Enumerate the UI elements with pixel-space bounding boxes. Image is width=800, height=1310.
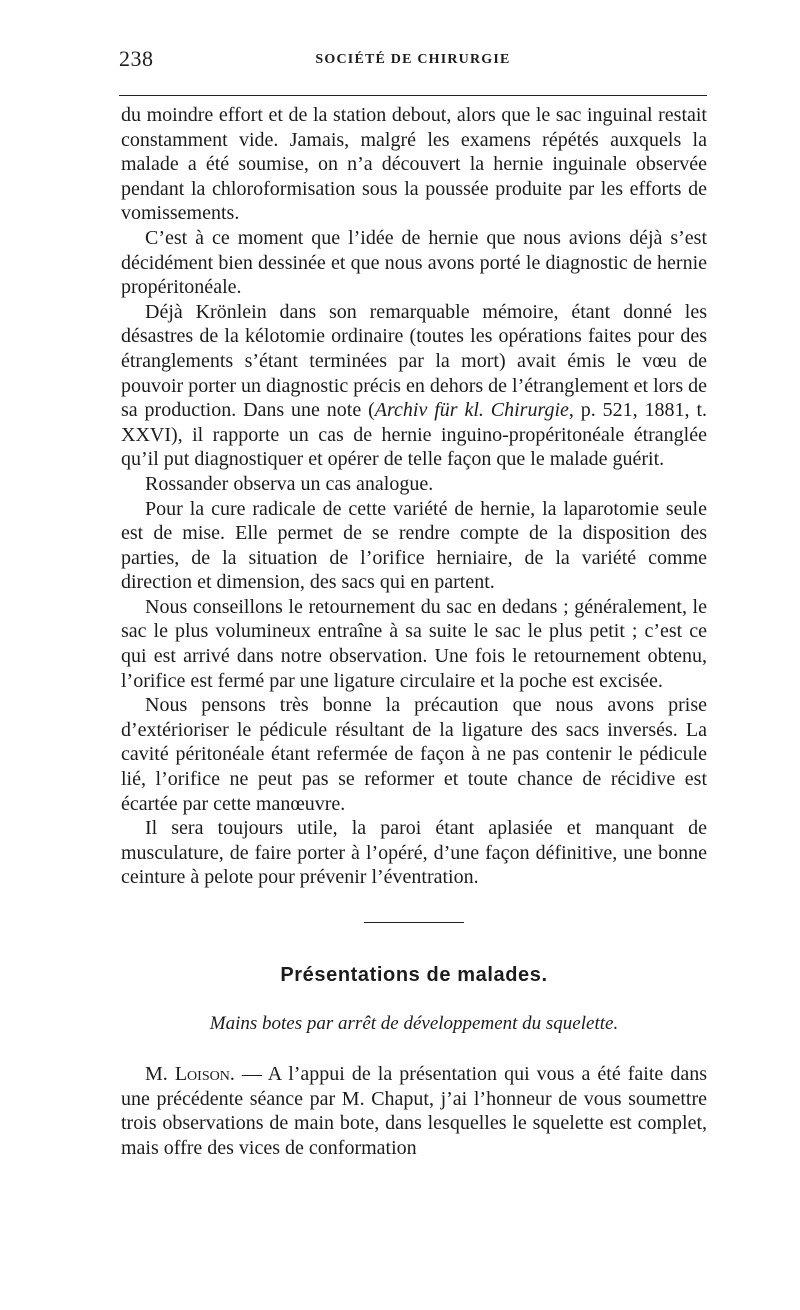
header-rule — [119, 95, 707, 96]
body-text — [121, 103, 707, 1161]
paragraph — [121, 300, 707, 472]
paragraph: Pour la cure radicale de cette variété de hernie, la laparotomie seule est de mise. Elle permet de se rendre compte de la disposition des parties, de la situation de l’orifice herniaire, de la variété comme direction et dimension, des sacs qui en partent. — [121, 497, 707, 594]
paragraph: Rossander observa un cas analogue. — [145, 472, 434, 495]
paragraph-text: , p. 521, 1881, t. XXVI), il rapporte un cas de hernie inguino-propéritonéale étranglée qu’il put diagnostiquer et opérer de telle façon que le malade guérit. — [121, 399, 707, 471]
speaker-name: M. Loison. — [145, 1063, 235, 1086]
paragraph-continuation: du moindre effort et de la station debout, alors que le sac inguinal restait constamment vide. Jamais, malgré les examens répétés auxquels la malade a été soumise, on n’a découvert la hernie inguinale observée pendant la chloroformisation sous la poussée produite par les efforts de vomissements. — [121, 104, 707, 225]
paragraph: Il sera toujours utile, la paroi étant aplasiée et manquant de musculature, de faire porter à l’opéré, d’une façon définitive, une bonne ceinture à pelote pour prévenir l’éventration. — [121, 817, 707, 889]
paragraph: C’est à ce moment que l’idée de hernie que nous avions déjà s’est décidément bien dessinée et que nous avons porté le diagnostic de hernie propéritonéale. — [121, 226, 707, 299]
journal-citation: Archiv für kl. Chirurgie — [374, 399, 569, 422]
paragraph — [121, 1062, 707, 1160]
running-title: SOCIÉTÉ DE CHIRURGIE — [315, 52, 511, 67]
paragraph-text: — A l’appui de la présentation qui vous a été faite dans une précédente séance par M. Chaput, j’ai l’honneur de vous soumettre trois observations de main bote, dans lesquelles le squelette est complet, mais offre des vices de conformation — [121, 1063, 708, 1159]
subsection-title: Mains botes par arrêt de développement du squelette. — [209, 1012, 619, 1034]
page-header — [119, 46, 707, 76]
section-title: Présentations de malades. — [280, 964, 548, 986]
paragraph-text: Déjà Krönlein dans son remarquable mémoire, étant donné les désastres de la kélotomie ordinaire (toutes les opérations faites pour des étranglements s’étant terminées par la mort) avait émis le vœu de pouvoir porter un diagnostic précis en dehors de l’étranglement et lors de sa production. Dans une note ( — [121, 300, 707, 422]
paragraph: Nous conseillons le retournement du sac en dedans ; généralement, le sac le plus volumineux entraîne à sa suite le sac le plus petit ; c’est ce qui est arrivé dans notre observation. Une fois le retournement obtenu, l’orifice est fermé par une ligature circulaire et la poche est excisée. — [121, 595, 707, 692]
paragraph: Nous pensons très bonne la précaution que nous avons prise d’extérioriser le pédicule résultant de la ligature des sacs inversés. La cavité péritonéale étant refermée de façon à ne pas contenir le pédicule lié, l’orifice ne peut pas se reformer et toute chance de récidive est écartée par cette manœuvre. — [121, 694, 707, 815]
section-divider — [364, 922, 464, 923]
page-number: 238 — [119, 46, 154, 71]
